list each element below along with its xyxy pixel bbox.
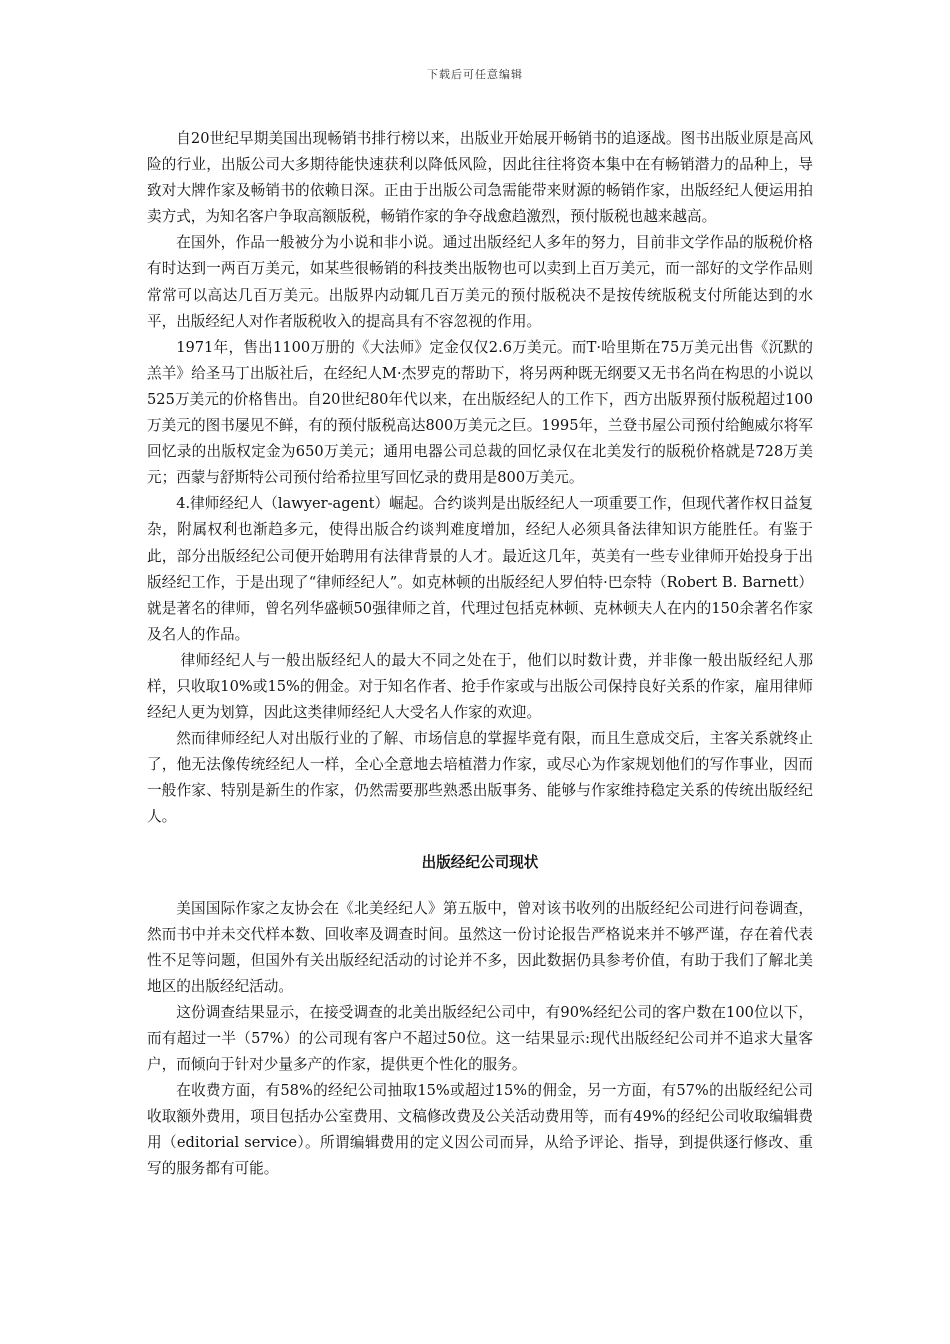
paragraph-survey-fees: 在收费方面，有58%的经纪公司抽取15%或超过15%的佣金，另一方面，有57%的出版经纪公司收取额外费用，项目包括办公室费用、文稿修改费及公关活动费用等，而有49%的经纪公司收取编辑费用（editorial service）。所谓编辑费用的定义因公司而异，从给予评论、指导，到提供逐行修改、重写的服务都有可能。 — [147, 1082, 813, 1178]
page-header: 下载后可任意编辑 — [427, 68, 523, 81]
spacer — [147, 831, 813, 850]
paragraph-survey-clients: 这份调查结果显示，在接受调查的北美出版经纪公司中，有90%经纪公司的客户数在100位以下，而有超过一半（57%）的公司现有客户不超过50位。这一结果显示:现代出版经纪公司并不追求大量客户，而倾向于针对少量多产的作家，提供更个性化的服务。 — [147, 1003, 813, 1074]
paragraph-survey-intro: 美国国际作家之友协会在《北美经纪人》第五版中，曾对该书收列的出版经纪公司进行问卷调查，然而书中并未交代样本数、回收率及调查时间。虽然这一份讨论报告严格说来并不够严谨，存在着代表性不足等问题，但国外有关出版经纪活动的讨论并不多，因此数据仍具参考价值，有助于我们了解北美地区的出版经纪活动。 — [147, 899, 813, 995]
paragraph-lawyer-agent-rise: 4.律师经纪人（lawyer-agent）崛起。合约谈判是出版经纪人一项重要工作，但现代著作权日益复杂，附属权利也渐趋多元，使得出版合约谈判难度增加，经纪人必须具备法律知识方能胜任。有鉴于此，部分出版经纪公司便开始聘用有法律背景的人才。最近这几年，英美有一些专业律师开始投身于出版经纪工作，于是出现了“律师经纪人”。如克林顿的出版经纪人罗伯特·巴奈特（Robert B. Barnett）就是著名的律师，曾名列华盛顿50强律师之首，代理过包括克林顿、克林顿夫人在内的150余著名作家及名人的作品。 — [147, 495, 813, 643]
paragraph-bestseller-race: 自20世纪早期美国出现畅销书排行榜以来，出版业开始展开畅销书的追逐战。图书出版业原是高风险的行业，出版公司大多期待能快速获利以降低风险，因此往往将资本集中在有畅销潜力的品种上，导致对大牌作家及畅销书的依赖日深。正由于出版公司急需能带来财源的畅销作家，出版经纪人便运用拍卖方式，为知名客户争取高额版税，畅销作家的争夺战愈趋激烈，预付版税也越来越高。 — [147, 130, 813, 226]
document-body — [147, 126, 813, 1183]
paragraph-royalty-levels: 在国外，作品一般被分为小说和非小说。通过出版经纪人多年的努力，目前非文学作品的版税价格有时达到一两百万美元，如某些很畅销的科技类出版物也可以卖到上百万美元，而一部好的文学作品则常常可以高达几百万美元。出版界内动辄几百万美元的预付版税决不是按传统版税支付所能达到的水平，出版经纪人对作者版税收入的提高具有不容忽视的作用。 — [147, 234, 813, 330]
paragraph-lawyer-agent-fees: 律师经纪人与一般出版经纪人的最大不同之处在于，他们以时数计费，并非像一般出版经纪人那样，只收取10%或15%的佣金。对于知名作者、抢手作家或与出版公司保持良好关系的作家，雇用律师经纪人更为划算，因此这类律师经纪人大受名人作家的欢迎。 — [147, 651, 813, 722]
paragraph-advance-examples: 1971年，售出1100万册的《大法师》定金仅仅2.6万美元。而T·哈里斯在75万美元出售《沉默的羔羊》给圣马丁出版社后，在经纪人M·杰罗克的帮助下，将另两种既无纲要又无书名尚在构思的小说以525万美元的价格售出。自20世纪80年代以来，在出版经纪人的工作下，西方出版界预付版税超过100万美元的图书屡见不鲜，有的预付版税高达800万美元之巨。1995年，兰登书屋公司预付给鲍威尔将军回忆录的出版权定金为650万美元；通用电器公司总裁的回忆录仅在北美发行的版税价格就是728万美元；西蒙与舒斯特公司预付给希拉里写回忆录的费用是800万美元。 — [147, 338, 813, 487]
paragraph-traditional-agent-need: 然而律师经纪人对出版行业的了解、市场信息的掌握毕竟有限，而且生意成交后，主客关系就终止了，他无法像传统经纪人一样，全心全意地去培植潜力作家，或尽心为作家规划他们的写作事业，因而一般作家、特别是新生的作家，仍然需要那些熟悉出版事务、能够与作家维持稳定关系的传统出版经纪人。 — [147, 730, 813, 826]
section-title: 出版经纪公司现状 — [421, 853, 539, 871]
spacer — [147, 876, 813, 896]
